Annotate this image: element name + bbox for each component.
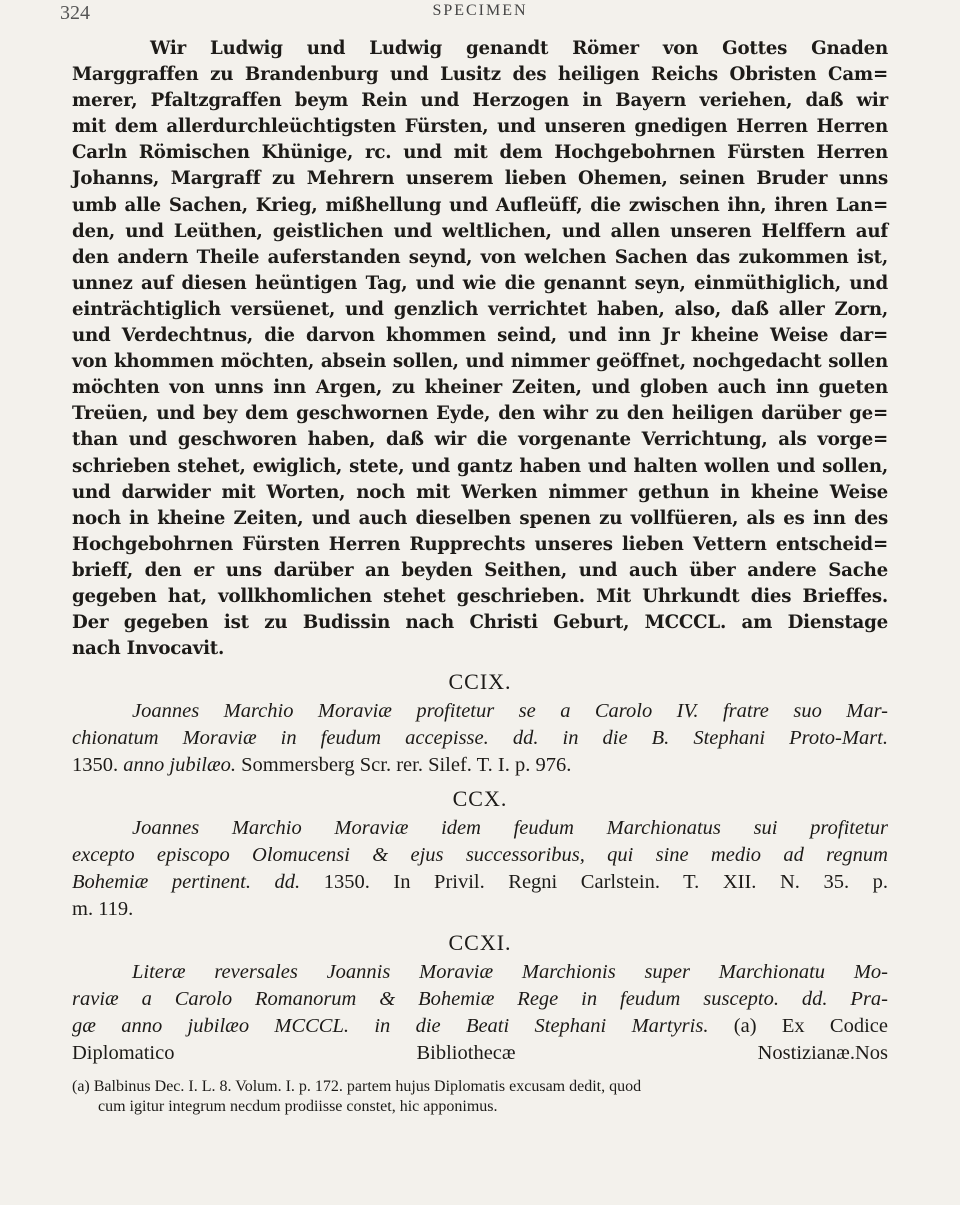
text-line: Johanns, Margraff zu Mehrern unserem lieben Ohemen, seinen Bruder unns	[72, 168, 888, 190]
text-line: than und geschworen haben, daß wir die vorgenante Verrichtung, als vorge=	[72, 429, 888, 451]
footnote-line: cum igitur integrum necdum prodiisse constet, hic apponimus.	[98, 1098, 498, 1116]
text-line: Carln Römischen Khünige, rc. und mit dem Hochgebohrnen Fürsten Herren	[72, 142, 888, 164]
text-line: mit dem allerdurchleüchtigsten Fürsten, und unseren gnedigen Herren Herren	[72, 116, 888, 138]
section-heading: CCIX.	[448, 669, 512, 695]
text-line: merer, Pfaltzgraffen beym Rein und Herzogen in Bayern veriehen, daß wir	[72, 90, 888, 112]
text-line: Marggraffen zu Brandenburg und Lusitz des heiligen Reichs Obristen Cam=	[72, 64, 888, 86]
section-summary	[72, 959, 888, 1067]
running-title: SPECIMEN	[432, 2, 528, 19]
text-line: einträchtiglich versüenet, und genzlich verrichtet haben, also, daß aller Zorn,	[72, 298, 888, 320]
german-charter-text	[72, 36, 888, 662]
text-line: umb alle Sachen, Krieg, mißhellung und Aufleüff, die zwischen ihn, ihren Lan=	[72, 194, 888, 216]
section-summary	[72, 815, 888, 923]
text-line: raviæ a Carolo Romanorum & Bohemiæ Rege in feudum suscepto. dd. Pra-	[72, 988, 888, 1011]
text-line: Wir Ludwig und Ludwig genandt Römer von Gottes Gnaden	[150, 38, 888, 59]
text-line: Joannes Marchio Moraviæ profitetur se a Carolo IV. fratre suo Mar-	[132, 700, 888, 723]
catchword: Nos	[854, 1042, 888, 1065]
footnote-line: (a) Balbinus Dec. I. L. 8. Volum. I. p. 172. partem hujus Diplomatis excusam dedit, quod	[72, 1078, 642, 1096]
footnote	[72, 1077, 888, 1117]
page-number: 324	[60, 2, 90, 24]
text-line: brieff, den er uns darüber an beyden Seithen, und auch über andere Sache	[72, 559, 888, 581]
text-line: excepto episcopo Olomucensi & ejus successoribus, qui sine medio ad regnum	[72, 844, 888, 867]
text-line: den andern Theile auferstanden seynd, von welchen Sachen das zukommen ist,	[72, 246, 888, 268]
text-line: noch in kheine Zeiten, und auch dieselben spenen zu vollfüeren, als es inn des	[72, 507, 888, 529]
text-line: Bohemiæ pertinent. dd. 1350. In Privil. Regni Carlstein. T. XII. N. 35. p.	[72, 871, 888, 894]
text-line: Der gegeben ist zu Budissin nach Christi Geburt, MCCCL. am Dienstage	[72, 612, 888, 634]
text-line: nach Invocavit.	[72, 638, 225, 660]
text-line: Literæ reversales Joannis Moraviæ Marchionis super Marchionatu Mo-	[132, 961, 888, 984]
text-line: von khommen möchten, absein sollen, und nimmer geöffnet, nochgedacht sollen	[72, 351, 888, 373]
section-summary	[72, 698, 888, 779]
text-line: Diplomatico Bibliothecæ Nostizianæ. Nos	[72, 1040, 888, 1067]
text-line: und darwider mit Worten, noch mit Werken nimmer gethun in kheine Weise	[72, 481, 888, 503]
text-line: und Verdechtnus, die darvon khommen seind, und inn Jr kheine Weise dar=	[72, 325, 888, 347]
text-line: möchten von unns inn Argen, zu kheiner Zeiten, und globen auch inn gueten	[72, 377, 888, 399]
text-line: den, und Leüthen, geistlichen und weltlichen, und allen unseren Helffern auf	[72, 220, 888, 242]
text-line: unnez auf diesen heüntigen Tag, und wie die genannt seyn, einmüthiglich, und	[72, 272, 888, 294]
text-line: m. 119.	[72, 898, 134, 921]
text-line: gegeben hat, vollkhomlichen stehet geschrieben. Mit Uhrkundt dies Brieffes.	[72, 585, 888, 607]
text-line: 1350. anno jubilæo. Sommersberg Scr. rer. Silef. T. I. p. 976.	[72, 754, 572, 777]
section-heading: CCXI.	[448, 930, 512, 956]
text-line: Hochgebohrnen Fürsten Herren Rupprechts unseres lieben Vettern entscheid=	[72, 533, 888, 555]
text-line: schrieben stehet, ewiglich, stete, und gantz haben und halten wollen und sollen,	[72, 455, 888, 477]
page-header	[60, 2, 888, 36]
text-line: gæ anno jubilæo MCCCL. in die Beati Stephani Martyris. (a) Ex Codice	[72, 1015, 888, 1038]
text-line: Joannes Marchio Moraviæ idem feudum Marchionatus sui profitetur	[132, 817, 888, 840]
section-heading: CCX.	[452, 786, 508, 812]
text-line: Treüen, und bey dem geschwornen Eyde, den wihr zu den heiligen darüber ge=	[72, 403, 888, 425]
text-line: chionatum Moraviæ in feudum accepisse. dd. in die B. Stephani Proto-Mart.	[72, 727, 888, 750]
